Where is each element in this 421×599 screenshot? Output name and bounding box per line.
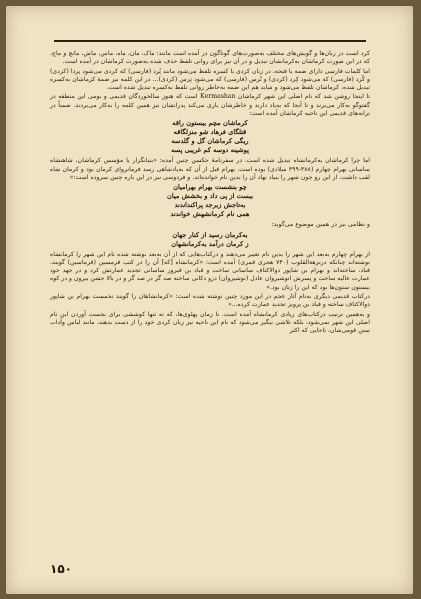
verse-line: ز کرمان درآمد به‌کرمانشهان: [171, 239, 249, 248]
verse-line: به‌تاجش زبرجد پراکنداندند: [174, 201, 246, 210]
page-body: [50, 50, 370, 337]
verse-block-ferdowsi: [50, 183, 370, 219]
paragraph: اما کلمات فارسی دارای ضمه یا فتحه، در زبان کردی با کسره تلفظ می‌شود مانند پُرد (فارسی) که کردی می‌شود پردا (کردی) و کُرد (فارسی) که می‌شود کِرد (کردی) و تُرس (فارسی) که می‌شود تِرس (کردی)... در این کلمه نیز ضمهٔ کرماشان به‌کسره تبدیل شده، کرماشان تلفظ می‌شود و شاید هم این ضمه به‌خاطر روانی تلفظ به‌کسره تبدیل شده است.: [50, 67, 370, 92]
paragraph: کرد است در زبان‌ها و گویش‌های مختلف به‌صورت‌های گوناگون در آمده است مانند: ماک، مان، ماه، ماس، ماش، مانچ و ماچ، که در این صورت کرماشان به‌کرمانشان تبدیل و در آن نیز برای روانی تلفظ حذف شده به‌صورت کرماشان در آمده است.: [50, 50, 370, 66]
verse-block-kurdish: [50, 119, 370, 155]
verse-block-nezami: [50, 231, 370, 249]
page-number: ۱۵۰: [50, 562, 72, 576]
verse-line: چو بنشست بهرام بهرامیان: [173, 183, 247, 192]
verse-line: ریگی کرماشان گل و گلدسه: [171, 137, 249, 146]
paragraph: و نظامی نیز در همین موضوع می‌گوید:: [271, 221, 370, 229]
paragraph: اما چرا کرماشان به‌کرمانشاه تبدیل شده است. در سفرنامهٔ جکسن چنین آمده: «بنیانگزار یا مؤسس کرماشان، شاهنشاه ساسانی بهرام چهارم (۳۸۸-۳۹۹ میلادی) بوده است. بهرام قبل از آن که به‌پادشاهی رسد فرمانروای کرمان بود و کرمان شاه لقب داشت. از این رو چون شهر را بنیاد نهاد آن را بدین نام خوانده‌اند. و فردوسی نیز در این باره چنین سروده است:»: [50, 157, 370, 181]
paragraph: و به‌همین ترتیب درکتاب‌های زیادی کرمانشاه آمده است. تا زمان پهلوی‌ها، که نه تنها کوششی برای بجست آوردن این نام اصلی این شهر نمی‌شود، بلکه تلاشی بیگیر می‌شود که نام این ناحیه نیز زبان کردی خود را از دست بدهند، مانند لباس وآداب سنن قومی‌شان، تاجایی که اکثر: [50, 310, 370, 335]
verse-line: به‌کرمان رسید از کنار جهان: [172, 230, 248, 239]
paragraph: درکتاب قدیمی دیگری به‌نام آثار عجم در این مورد چنین نوشته شده است: «کرمانشاهان را گویند تخمست بهرام بن شاپور ذوالاکتاف ساخته و قباد بن پرویز تجدید عمارت کرده...»: [50, 293, 370, 309]
paragraph: از بهرام چهارم به‌بعد این شهر را بدین نام تغییر می‌دهند و درکتاب‌هایی که از آن به‌بعد نوشته شده نام این شهر را کرمانشاه نوشته‌اند چنانکه درنزهةالقلوب (۷۴۰ هجری قمری) آمده است: «کرمانشاه [که] آن را در کتب قرمسین (قرماسین) گویند، قباد، ساخته‌اند و بهرام بن شاپور ذوالاکتاف ساسانی ساخت و قباد بن فیروز ساسانی تجدید عمارتش کرد و در جهد خود عمارت عالیه ساخت و پسرش انوشیروان عادل (نوشیروان) درو دکانی ساخته صد گز در صد گز و در بالا جشن بیرون و در کوه بیستون ستون‌ها بود که این را زنان بود.»: [50, 250, 371, 291]
book-page: [6, 6, 413, 594]
verse-line: پوشینه دوسه کم غریبی پسه: [171, 146, 249, 155]
verse-line: کرماشان مچم بیستون راقه: [172, 119, 248, 128]
verse-line: ببست از پی داد و بخشش میان: [167, 192, 253, 201]
paragraph: تا اینجا روشن شد که نام اصلی این شهر کرماشان Kermashan است که هنوز سالخوردگان قدیمی و بومی این منطقه در گفتوگو به‌کار می‌برند و تا آنجا که به‌یاد دارند و خاطرشان یاری می‌کند پدرانشان نیز همین کلمه را به‌کار می‌بردند. ضمناً در ترانه‌های قدیمی این ناحیه کرماشان آمده است:: [50, 93, 370, 118]
header-rule: [54, 40, 366, 42]
verse-line: همی نام کرمانشهش خواندند: [170, 210, 250, 219]
verse-line: قتلگای فرهاد شو منزلگاقه: [173, 128, 247, 137]
